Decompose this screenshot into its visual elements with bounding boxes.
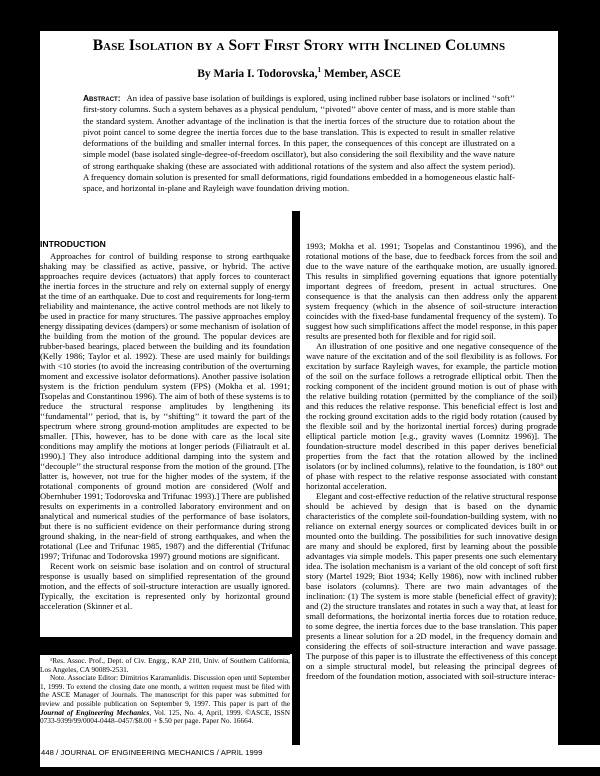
- author-name: By Maria I. Todorovska,: [197, 67, 318, 80]
- footnote-note-text: Note. Associate Editor: Dimitrios Karamanlidis. Discussion open until September 1, 1999. To extend the closing date one month, a written request must be filed with the ASCE Manager of Journals. The manuscript for this paper was submitted for review and possible publication on September 9, 1997. This paper is part of the: [40, 673, 290, 708]
- footnote-note-tail: , Vol. 125, No. 4, April, 1999. ©ASCE, ISSN 0733-9399/99/0004-0448–0457/$8.00 + $.50 per page. Paper No. 16664.: [40, 707, 290, 726]
- author-line: [40, 66, 558, 80]
- abstract: [83, 93, 515, 195]
- footnote-note: [40, 674, 290, 726]
- journal-name: Journal of Engineering Mechanics: [40, 707, 150, 717]
- page-footer: [40, 745, 600, 767]
- footnote-body: [40, 657, 290, 726]
- section-heading-introduction: INTRODUCTION: [40, 239, 106, 249]
- left-column: [40, 211, 292, 637]
- abstract-text: An idea of passive base isolation of buildings is explored, using inclined rubber base isolators or inclined ‘‘soft’’ first-story columns. Such a system behaves as a physical pendulum, ‘‘pivoted’’ above center of mass, and is more stable than the standard system. Another advantage of the inclination is that the inertia forces of the structure due to rotation about the pivot point cancel to some degree the inertia forces due to the base translation. This is expected to result in smaller relative deformations of the building and smaller internal forces. In this paper, the consequences of this concept are illustrated on a simple model (base isolated single-degree-of-freedom oscillator), but also considering the soil flexibility and the wave nature of strong earthquake shaking (these are associated with additional rotations of the system and also affect the system period). A frequency domain solution is presented for small deformations, rigid foundations embedded in a homogeneous elastic half-space, and horizontal in-plane and Rayleigh wave foundation driving motion.: [83, 93, 515, 194]
- paragraph: 1993; Mokha et al. 1991; Tsopelas and Constantinou 1996), and the rotational motions of the base, due to feedback forces from the soil and due to the wave nature of the earthquake motion, are usually ignored. This results in simplified governing equations that ignore potentially important degrees of freedom, present in actual structures. One consequence is that the analysis can then address only the apparent system frequency (which in the absence of soil-structure interaction coincides with the fixed-base fundamental frequency of the system). To suggest how such simplifications affect the model response, in this paper results are presented both for flexible and for rigid soil.: [306, 241, 557, 341]
- right-column: [300, 211, 558, 751]
- footnote-mark: 1: [317, 66, 321, 74]
- paper-title: Base Isolation by a Soft First Story with Inclined Columns: [92, 37, 506, 54]
- footnote-divider: [40, 654, 290, 655]
- paragraph: Approaches for control of building response to strong earthquake shaking may be classified as active, passive, or hybrid. The active approaches require devices (actuators) that apply forces to counteract the inertia forces in the structure and rely on external supply of energy at the time of an earthquake. Due to cost and requirements for long-term reliability and maintenance, the active control methods are not likely to be used in practice for many structures. The passive approaches employ energy dissipating devices (dampers) or some mechanism of isolation of the building from the motion of the ground. The popular devices are rubber-based bearings, placed between the building and its foundation (Kelly 1986; Taylor et al. 1992). These are used mainly for buildings with <10 stories (to avoid the increasing contribution of the overturning moment and excessive isolator deformations). Another passive isolation system is the friction pendulum system (FPS) (Mokha et al. 1991; Tsopelas and Constantinou 1996). The aim of both of these systems is to reduce the structural response amplitudes by lengthening its ‘‘fundamental’’ period, that is, by ‘‘shifting’’ it toward the part of the spectrum where strong ground-motion amplitudes are expected to be smaller. [This, however, has to be done with care as the local site conditions may amplify the motions at longer periods (Filiatrault et al. 1990).] They also introduce additional damping into the system and ‘‘decouple’’ the structural response from the motion of the ground. [The latter is, however, not true for the higher modes of the system, if the rotational components of ground motion are considered (Wolf and Obernhuber 1991; Todorovska and Trifunac 1993).] There are published results on experiments in a controlled laboratory environment and on analytical and numerical studies of the performance of base isolators, but there is no sufficient evidence on their performance during strong ground shaking, in the near-field of strong earthquakes, and when the rotational (Lee and Trifunac 1985, 1987) and the differential (Trifunac 1997; Trifunac and Todorovska 1997) ground motions are significant.: [40, 251, 290, 561]
- title-block: [40, 31, 558, 211]
- footnote-affiliation: ¹Res. Assoc. Prof., Dept. of Civ. Engrg., KAP 210, Univ. of Southern California, Los Angeles, CA 90089-2531.: [40, 656, 290, 674]
- author-membership: Member, ASCE: [320, 67, 401, 80]
- paragraph: Elegant and cost-effective reduction of the relative structural response should be achieved by design that is based on the dynamic characteristics of the complete soil-foundation-building system, with no reliance on external energy sources or complicated devices built in or mounted onto the building. The possibilities for such innovative design are many and should be explored, first by learning about the possible advantages via simple models. This paper presents one such elementary idea. The isolation mechanism is a variant of the old concept of soft first story (Martel 1929; Biot 1934; Kelly 1986), now with inclined rubber base isolators (columns). There are two main advantages of the inclination: (1) The system is more stable (beneficial effect of gravity); and (2) the structure translates and rotates in such a way that, at least for small deformations, the horizontal inertia forces due to rotation reduce, to some degree, the inertia forces due to the base translation. This paper presents a linear solution for a 2D model, in the frequency domain and considering the effects of soil-structure interaction and wave passage. The purpose of this paper is to illustrate the effectiveness of this concept on a simple structural model, but releasing the principal degrees of freedom of the foundation motion, associated with soil-structure interac-: [306, 491, 557, 681]
- running-foot: 448 / JOURNAL OF ENGINEERING MECHANICS / APRIL 1999: [41, 748, 263, 757]
- footnotes: [40, 654, 292, 749]
- paragraph: Recent work on seismic base isolation and on control of structural response is usually based on simplified representation of the ground motion, and the effects of soil-structure interaction are usually ignored. Typically, the excitation is represented only by horizontal ground acceleration (Skinner et al.: [40, 561, 290, 611]
- paragraph: An illustration of one positive and one negative consequence of the wave nature of the excitation and of the soil flexibility is as follows. For excitation by surface Rayleigh waves, for example, the particle motion of the soil on the surface follows a retrograde elliptical orbit. Then the rocking component of the incident ground motion is out of phase with the relative building rotation (permitted by the compliance of the soil) and this reduces the relative response. This beneficial effect is lost and the rocking ground excitation adds to the rigid body rotation (caused by the flexible soil and by the horizontal inertial forces) during prograde elliptical particle motion [e.g., gravity waves (Lomnitz 1996)]. The foundation-structure model described in this paper derives beneficial properties from the fact that the rotation allowed by the inclined isolators (or by inclined columns), relative to the foundation, is 180° out of phase with respect to the relative response associated with constant horizontal acceleration.: [306, 341, 557, 491]
- abstract-label: Abstract:: [83, 93, 121, 103]
- right-column-body: [306, 241, 557, 681]
- left-column-body: [40, 251, 290, 611]
